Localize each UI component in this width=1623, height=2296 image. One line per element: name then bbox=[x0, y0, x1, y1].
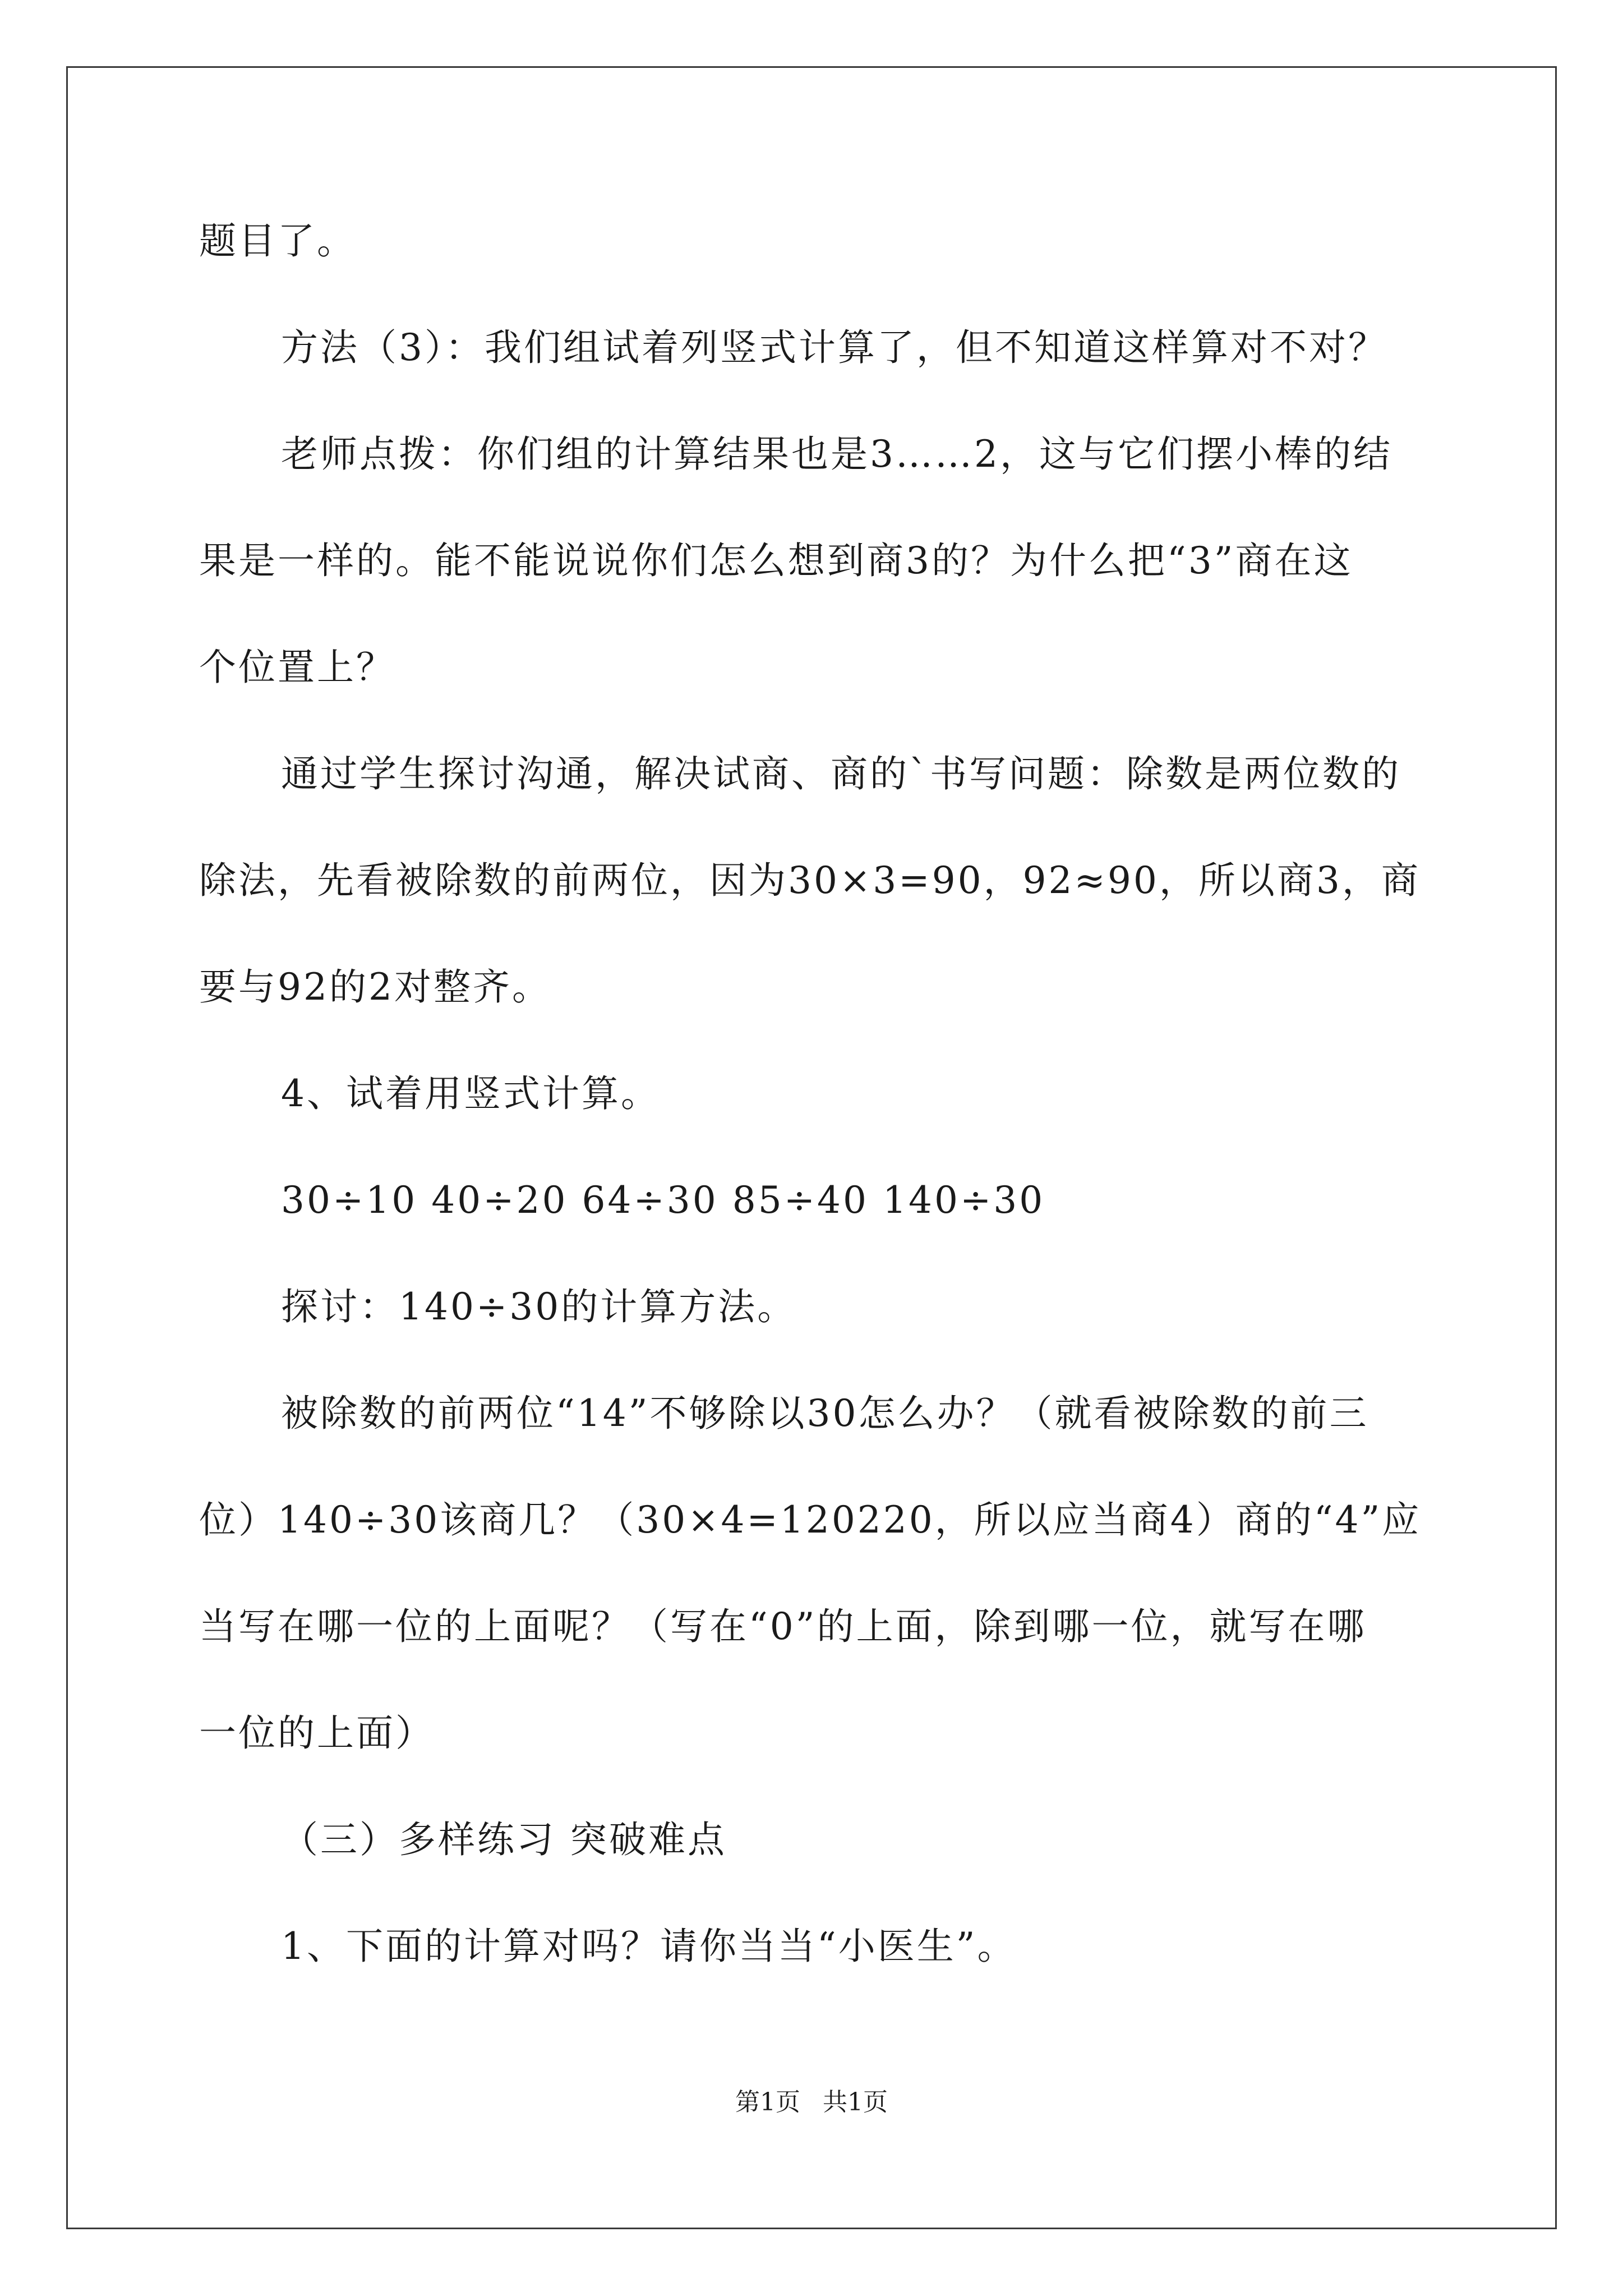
text-line: 方法（3）：我们组试着列竖式计算了，但不知道这样算对不对？ bbox=[281, 326, 1387, 369]
text-line: 要与92的2对整齐。 bbox=[199, 965, 551, 1009]
page-footer bbox=[0, 2087, 1623, 2118]
text-line: 通过学生探讨沟通，解决试商、商的`书写问题：除数是两位数的 bbox=[281, 752, 1401, 795]
text-line: 4、试着用竖式计算。 bbox=[281, 1072, 660, 1115]
text-line: 老师点拨：你们组的计算结果也是3……2，这与它们摆小棒的结 bbox=[281, 432, 1393, 476]
section-heading: （三）多样练习 突破难点 bbox=[281, 1818, 727, 1861]
page-number: 第1页 bbox=[735, 2088, 800, 2116]
page-total: 共1页 bbox=[823, 2088, 888, 2116]
text-line: 个位置上？ bbox=[199, 646, 395, 689]
text-line: 题目了。 bbox=[199, 219, 356, 263]
text-line: 果是一样的。能不能说说你们怎么想到商3的？为什么把“3”商在这 bbox=[199, 539, 1353, 582]
text-line: 一位的上面） bbox=[199, 1711, 435, 1755]
text-line: 位）140÷30该商几？（30×4=120220，所以应当商4）商的“4”应 bbox=[199, 1498, 1422, 1542]
text-line: 被除数的前两位“14”不够除以30怎么办？（就看被除数的前三 bbox=[281, 1392, 1369, 1435]
page-border bbox=[66, 66, 1557, 2229]
text-line: 1、下面的计算对吗？请你当当“小医生”。 bbox=[281, 1925, 1017, 1968]
text-line: 除法，先看被除数的前两位，因为30×3=90，92≈90，所以商3，商 bbox=[199, 859, 1421, 902]
text-line: 探讨：140÷30的计算方法。 bbox=[281, 1285, 797, 1328]
text-line: 当写在哪一位的上面呢？（写在“0”的上面，除到哪一位，就写在哪 bbox=[199, 1605, 1367, 1648]
text-line: 30÷10 40÷20 64÷30 85÷40 140÷30 bbox=[281, 1179, 1045, 1222]
